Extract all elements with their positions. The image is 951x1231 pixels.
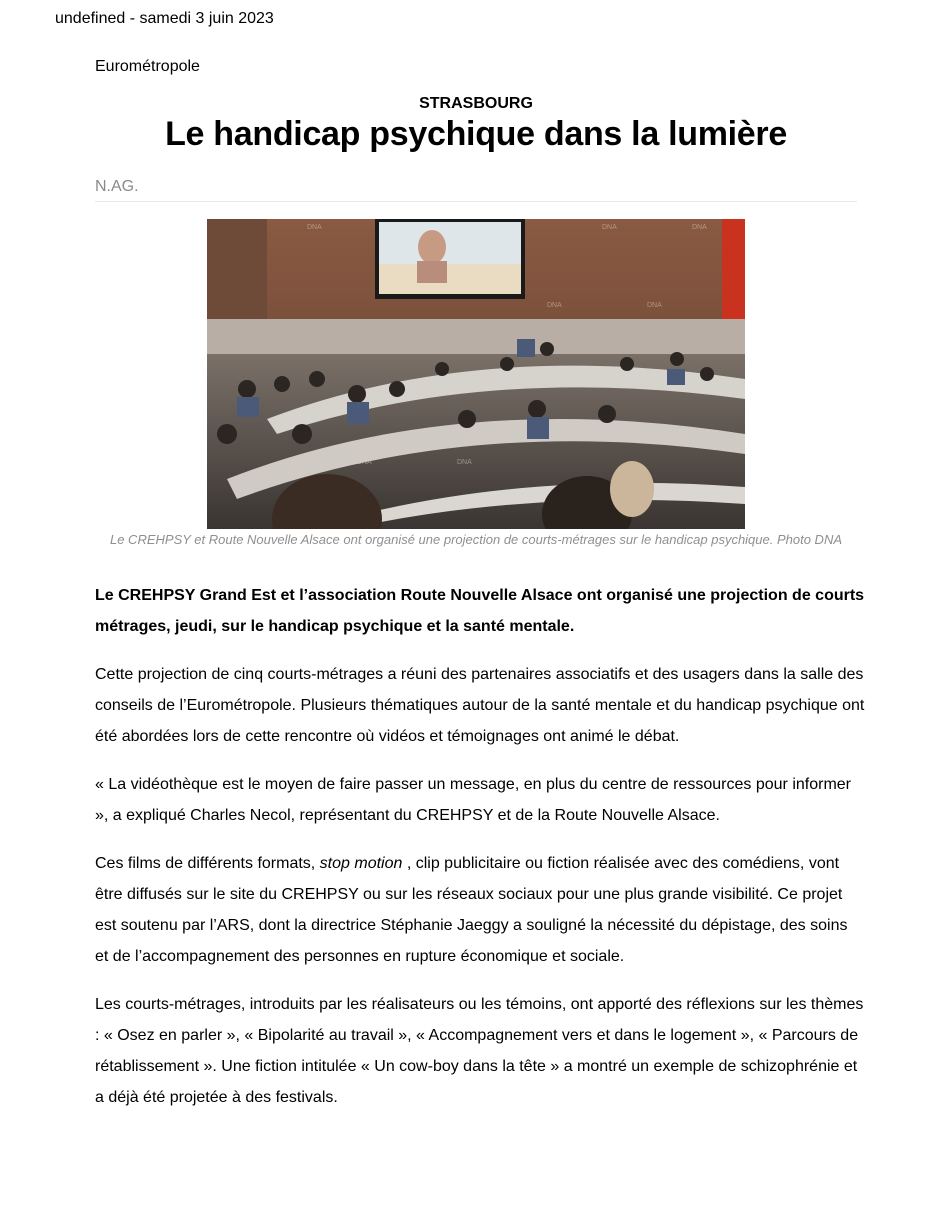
article-body <box>95 580 865 1130</box>
article-paragraph: « La vidéothèque est le moyen de faire passer un message, en plus du centre de ressources pour informer », a expliqué Charles Necol, représentant du CREHPSY et de la Route Nouvelle Alsace. <box>95 776 851 824</box>
section-label: Eurométropole <box>95 58 200 75</box>
article-lead: Le CREHPSY Grand Est et l’association Route Nouvelle Alsace ont organisé une projection de courts métrages, jeudi, sur le handicap psychique et la santé mentale. <box>95 587 865 635</box>
article-kicker: STRASBOURG <box>419 95 533 112</box>
svg-text:DNA: DNA <box>647 302 662 309</box>
svg-text:DNA: DNA <box>307 224 322 231</box>
divider <box>95 201 857 202</box>
paragraph-text: , clip publicitaire ou fiction réalisée avec des comédiens, vont être diffusés sur le site du CREHPSY ou sur les réseaux sociaux pour une plus grande visibilité. Ce projet est soutenu par l’ARS, dont la directrice Stéphanie Jaeggy a souligné la nécessité du dépistage, des soins et de l’accompagnement des personnes en rupture économique et sociale. <box>95 855 848 965</box>
svg-text:DNA: DNA <box>547 302 562 309</box>
date-line: undefined - samedi 3 juin 2023 <box>55 10 274 27</box>
svg-text:DNA: DNA <box>457 459 472 466</box>
emphasis-text: stop motion <box>319 855 403 872</box>
article-paragraph: Les courts-métrages, introduits par les réalisateurs ou les témoins, ont apporté des réflexions sur les thèmes : « Osez en parler », « Bipolarité au travail », « Accompagnement vers et dans le logement », « Parcours de rétablissement ». Une fiction intitulée « Un cow-boy dans la tête » a montré un exemple de schizophrénie et a déjà été projetée à des festivals. <box>95 996 864 1106</box>
paragraph-text: Ces films de différents formats, <box>95 855 320 872</box>
article-paragraph: Cette projection de cinq courts-métrages a réuni des partenaires associatifs et des usagers dans la salle des conseils de l’Eurométropole. Plusieurs thématiques autour de la santé mentale et du handicap psychique ont été abordées lors de cette rencontre où vidéos et témoignages ont animé le débat. <box>95 666 865 745</box>
svg-text:DNA: DNA <box>692 224 707 231</box>
svg-text:DNA: DNA <box>357 459 372 466</box>
article-title: Le handicap psychique dans la lumière <box>165 115 787 153</box>
conference-room-photo <box>207 219 745 529</box>
article-photo <box>207 219 745 529</box>
article-author: N.AG. <box>95 178 139 195</box>
photo-caption: Le CREHPSY et Route Nouvelle Alsace ont organisé une projection de courts-métrages sur le handicap psychique. Photo DNA <box>109 532 843 547</box>
svg-text:DNA: DNA <box>602 224 617 231</box>
article-paragraph <box>95 848 865 972</box>
